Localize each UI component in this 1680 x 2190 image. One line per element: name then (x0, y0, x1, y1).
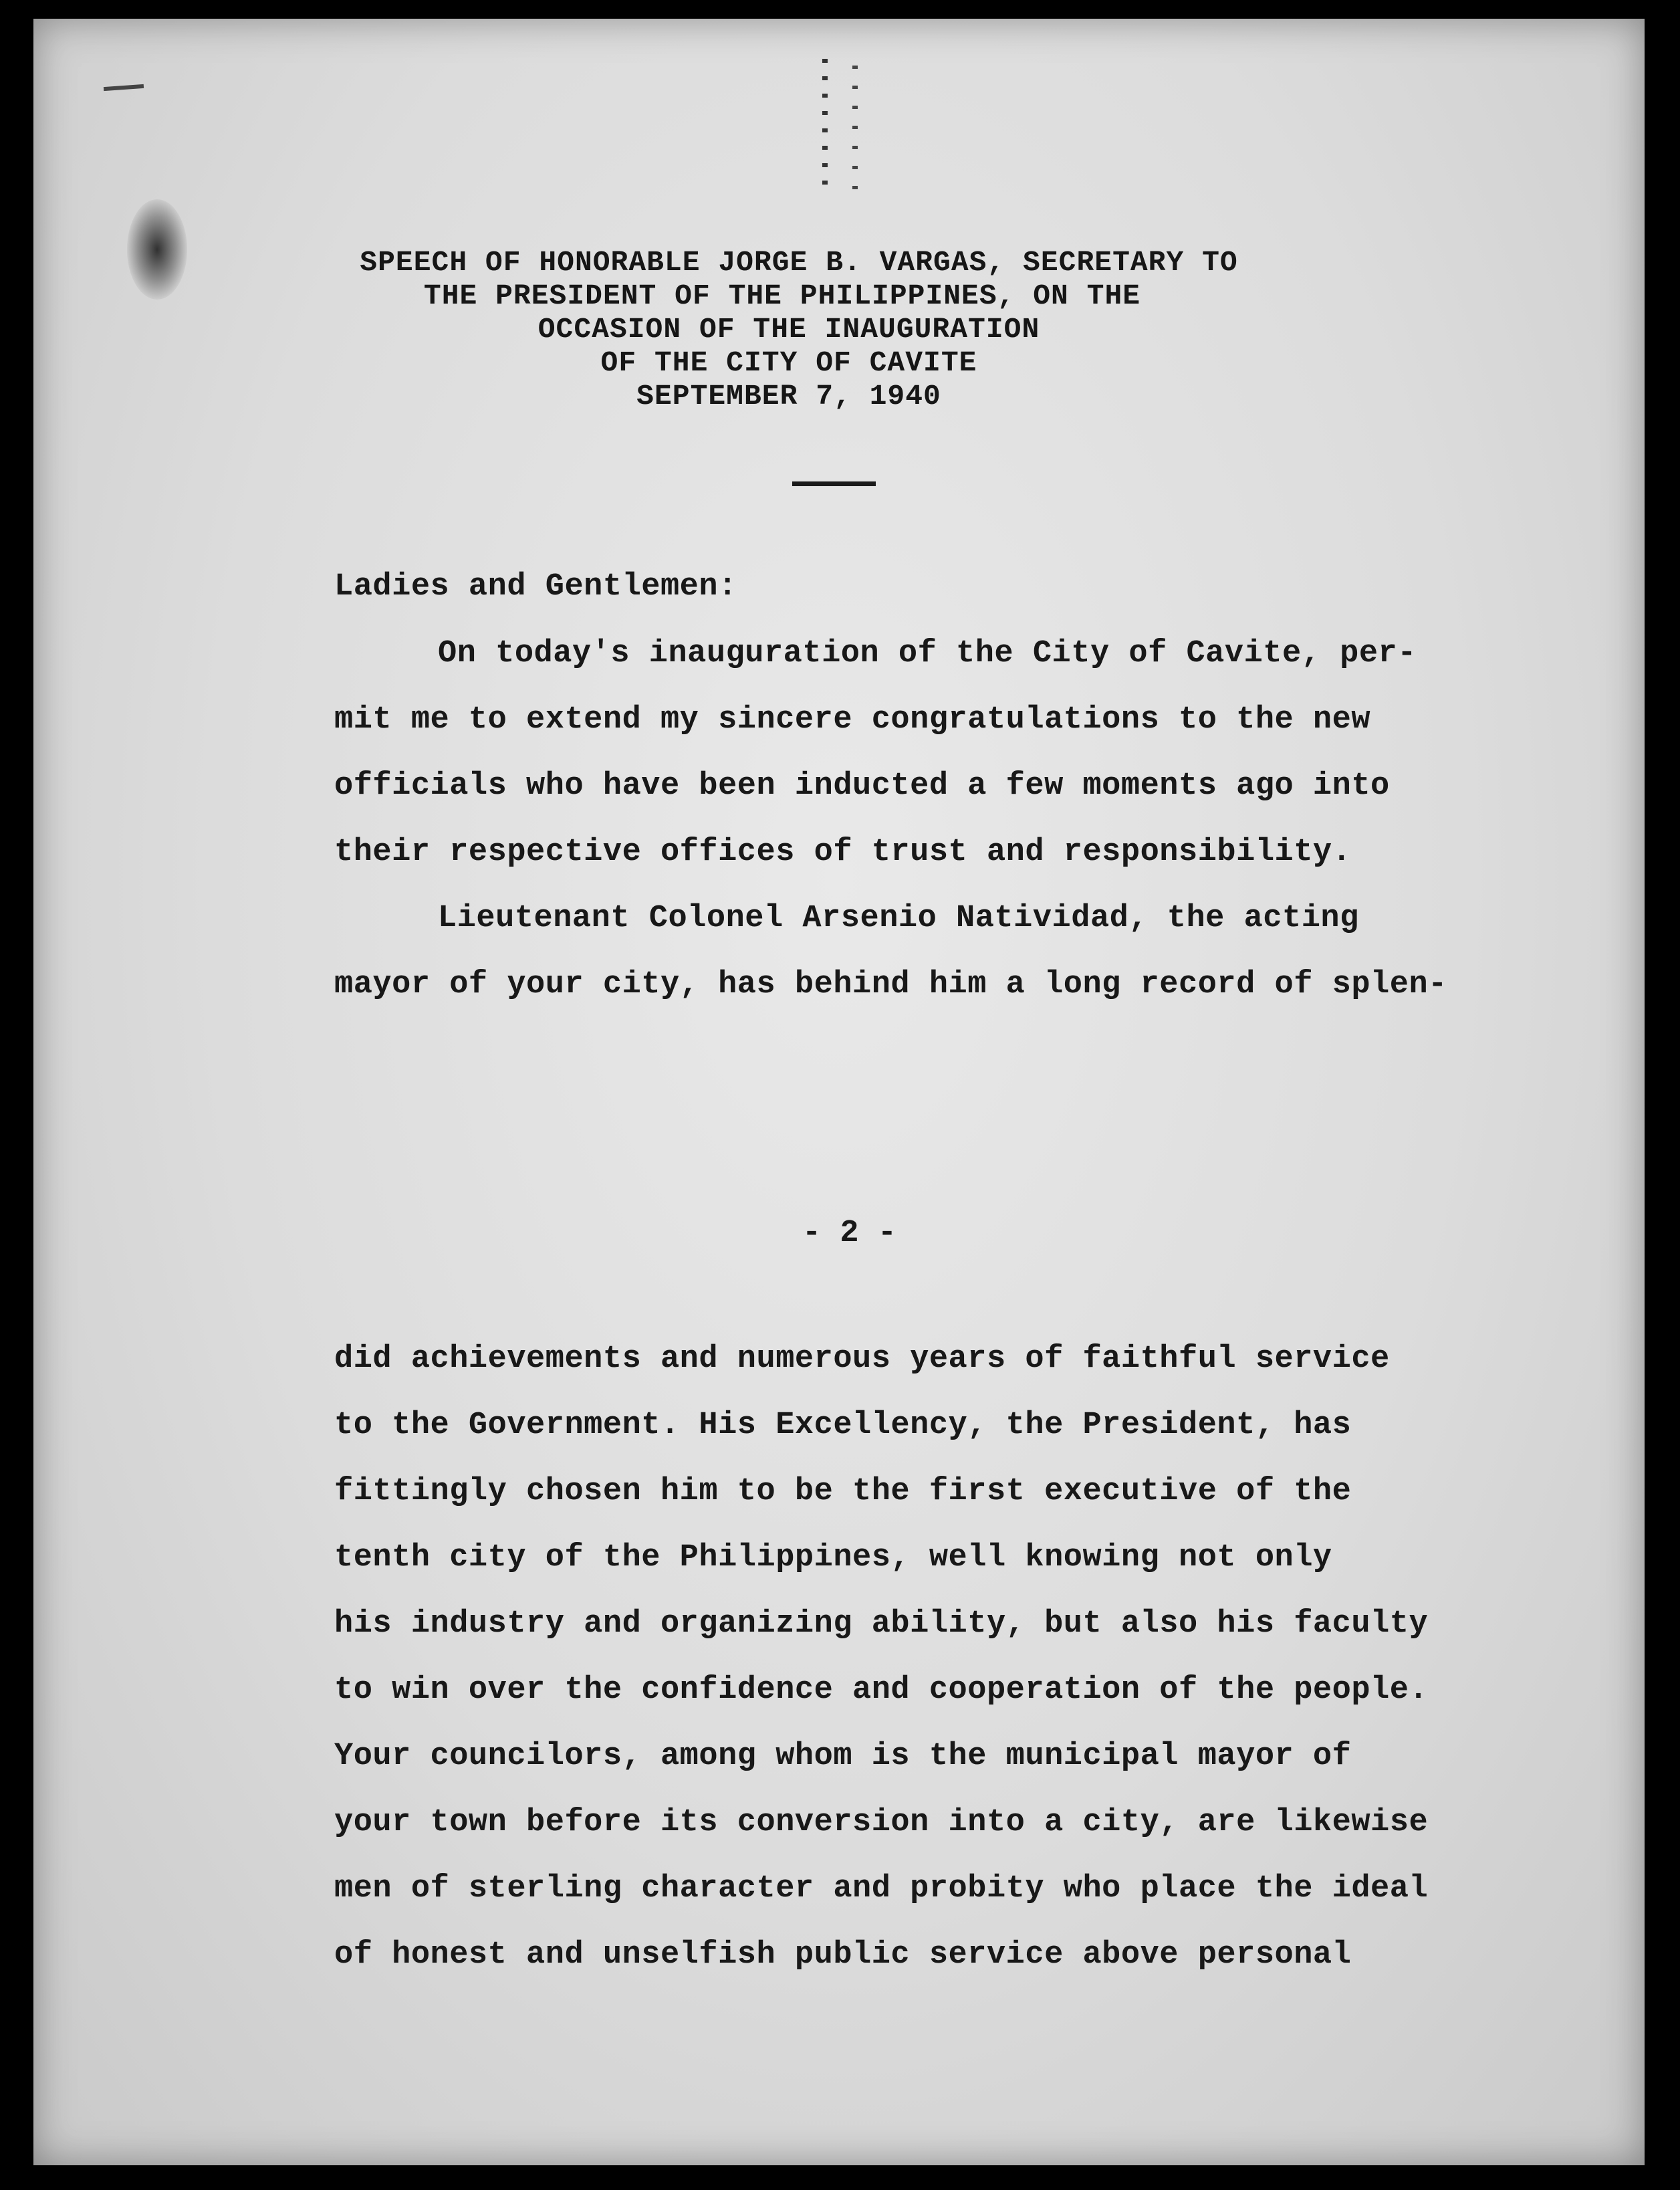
margin-mark (104, 84, 144, 91)
page-number: - 2 - (802, 1216, 897, 1251)
heading-line-4: OF THE CITY OF CAVITE (600, 346, 977, 379)
heading-divider (792, 481, 876, 486)
punch-marks (822, 59, 828, 193)
text-line: to the Government. His Excellency, the President, has (334, 1408, 1352, 1443)
text-line: their respective offices of trust and responsibility. (334, 835, 1352, 870)
text-line: fittingly chosen him to be the first executive of the (334, 1474, 1352, 1509)
text-line: to win over the confidence and cooperation of the people. (334, 1672, 1429, 1708)
text-line: mit me to extend my sincere congratulations to the new (334, 702, 1371, 738)
text-line: did achievements and numerous years of faithful service (334, 1341, 1390, 1377)
text-line: his industry and organizing ability, but also his faculty (334, 1606, 1429, 1642)
speech-heading (33, 246, 1645, 413)
text-line: your town before its conversion into a city, are likewise (334, 1805, 1429, 1840)
text-line: On today's inauguration of the City of Cavite, per- (438, 636, 1417, 671)
heading-line-1: SPEECH OF HONORABLE JORGE B. VARGAS, SECRETARY TO (360, 246, 1238, 279)
text-line: men of sterling character and probity who place the ideal (334, 1871, 1429, 1906)
text-line: officials who have been inducted a few moments ago into (334, 768, 1390, 804)
heading-line-3: OCCASION OF THE INAUGURATION (537, 313, 1040, 346)
text-line: Your councilors, among whom is the municipal mayor of (334, 1739, 1352, 1774)
document-page (33, 19, 1645, 2165)
text-line: tenth city of the Philippines, well knowing not only (334, 1540, 1332, 1575)
heading-line-2: THE PRESIDENT OF THE PHILIPPINES, ON THE (423, 280, 1141, 312)
text-line: Lieutenant Colonel Arsenio Natividad, the acting (438, 901, 1359, 936)
punch-marks-secondary (852, 66, 858, 199)
text-line: mayor of your city, has behind him a long record of splen- (334, 967, 1447, 1002)
paragraph-2 (334, 1326, 1428, 1988)
salutation: Ladies and Gentlemen: (334, 569, 737, 605)
heading-line-5: SEPTEMBER 7, 1940 (636, 380, 941, 413)
text-line: of honest and unselfish public service above personal (334, 1937, 1352, 1973)
paragraph-1 (334, 621, 1447, 1018)
